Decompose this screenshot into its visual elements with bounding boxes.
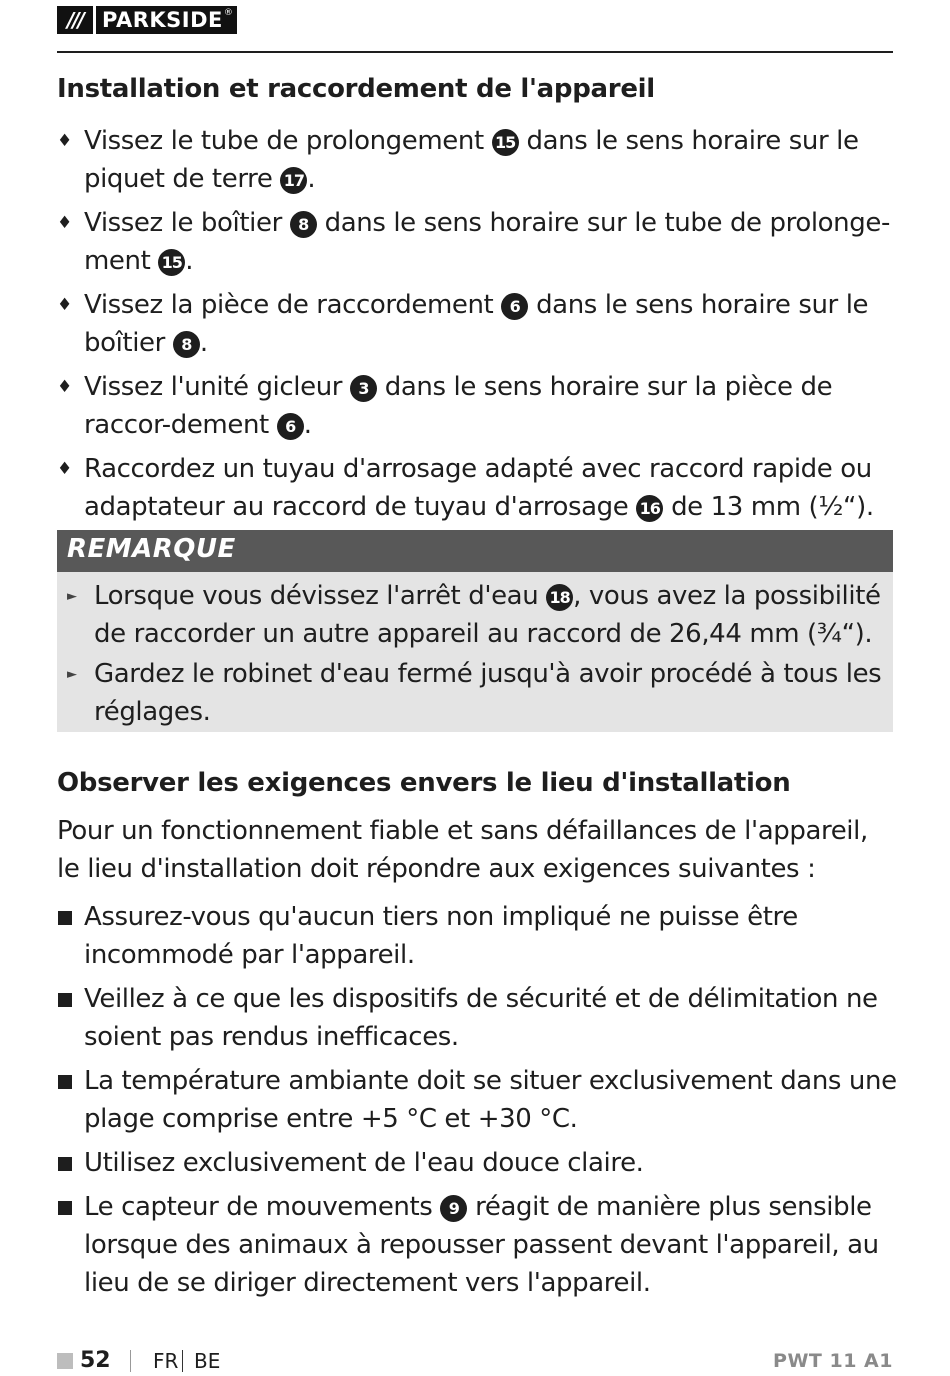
diamond-bullet-icon: ♦ <box>57 459 72 479</box>
item-text: . <box>303 410 312 440</box>
part-number-badge: 6 <box>277 413 304 440</box>
item-text: Raccordez un tuyau d'arrosage adapté avec raccord rapide ou adaptateur au raccord de tuyau d'arrosage <box>84 454 872 522</box>
triangle-bullet-icon: ► <box>67 667 77 682</box>
part-number-badge: 16 <box>636 495 663 522</box>
list-item <box>67 577 882 653</box>
diamond-bullet-icon: ♦ <box>57 377 72 397</box>
footer-square-icon <box>57 1353 73 1369</box>
footer-divider <box>182 1350 183 1372</box>
item-text: dans le sens horaire sur le boîtier <box>84 290 869 358</box>
square-bullet-icon <box>58 993 72 1007</box>
remark-header <box>57 530 893 572</box>
item-text: Vissez l'unité gicleur <box>84 372 350 402</box>
footer-language-fr: FR <box>153 1349 179 1373</box>
part-number-badge: 15 <box>492 129 519 156</box>
header-rule <box>57 51 893 53</box>
item-text: Vissez la pièce de raccordement <box>84 290 502 320</box>
item-text: Le capteur de mouvements <box>84 1192 441 1222</box>
list-item <box>57 980 897 1056</box>
part-number-badge: 8 <box>290 211 317 238</box>
diamond-bullet-icon: ♦ <box>57 131 72 151</box>
square-bullet-icon <box>58 1075 72 1089</box>
item-text: . <box>185 246 194 276</box>
list-item <box>57 122 897 198</box>
square-bullet-icon <box>58 911 72 925</box>
list-item <box>57 1144 897 1182</box>
diamond-bullet-icon: ♦ <box>57 213 72 233</box>
diamond-bullet-icon: ♦ <box>57 295 72 315</box>
remark-title: REMARQUE <box>67 534 236 564</box>
list-item <box>67 655 882 731</box>
list-item <box>57 1188 897 1302</box>
intro-paragraph: Pour un fonctionnement fiable et sans défaillances de l'appareil, le lieu d'installation doit répondre aux exigences suivantes : <box>57 816 868 884</box>
list-item <box>57 1062 897 1138</box>
page-number: 52 <box>80 1348 111 1373</box>
logo-slashes: /// <box>67 8 83 32</box>
square-bullet-icon <box>58 1201 72 1215</box>
item-text: de 13 mm (½“). <box>663 492 874 522</box>
footer-divider <box>130 1350 131 1372</box>
item-text: , vous avez la possibilité de raccorder un autre appareil au raccord de 26,44 mm (¾“). <box>94 581 881 649</box>
list-item <box>57 286 897 362</box>
part-number-badge: 9 <box>440 1195 467 1222</box>
part-number-badge: 15 <box>158 249 185 276</box>
logo-brand-name: PARKSIDE <box>102 8 223 32</box>
part-number-badge: 6 <box>501 293 528 320</box>
logo-registered-mark: ® <box>223 8 233 18</box>
item-text: réagit de manière plus sensible lorsque des animaux à repousser passent devant l'appareil, au lieu de se diriger directement vers l'appareil. <box>84 1192 879 1298</box>
part-number-badge: 17 <box>280 167 307 194</box>
item-text: dans le sens horaire sur le tube de prolonge-ment <box>84 208 890 276</box>
list-item <box>57 450 897 526</box>
remark-list <box>67 577 882 731</box>
item-text: La température ambiante doit se situer exclusivement dans une plage comprise entre +5 °C et +30 °C. <box>84 1066 897 1134</box>
item-text: Vissez le boîtier <box>84 208 290 238</box>
item-text: . <box>199 328 208 358</box>
item-text: Veillez à ce que les dispositifs de sécurité et de délimitation ne soient pas rendus inefficaces. <box>84 984 878 1052</box>
section-title-installation: Installation et raccordement de l'appareil <box>57 74 655 104</box>
item-text: . <box>307 164 316 194</box>
list-item <box>57 898 897 974</box>
section-title-location-requirements: Observer les exigences envers le lieu d'installation <box>57 768 791 798</box>
part-number-badge: 8 <box>173 331 200 358</box>
item-text: Gardez le robinet d'eau fermé jusqu'à avoir procédé à tous les réglages. <box>94 659 882 727</box>
item-text: Utilisez exclusivement de l'eau douce claire. <box>84 1148 644 1178</box>
item-text: Lorsque vous dévissez l'arrêt d'eau <box>94 581 547 611</box>
item-text: Vissez le tube de prolongement <box>84 126 492 156</box>
footer-language-be: BE <box>194 1349 221 1373</box>
remark-body <box>57 572 893 732</box>
item-text: dans le sens horaire sur le piquet de terre <box>84 126 859 194</box>
requirements-list <box>57 898 897 1302</box>
parkside-logo <box>57 6 237 34</box>
list-item <box>57 368 897 444</box>
item-text: dans le sens horaire sur la pièce de raccor-dement <box>84 372 833 440</box>
square-bullet-icon <box>58 1157 72 1171</box>
footer-model-number: PWT 11 A1 <box>773 1350 893 1372</box>
triangle-bullet-icon: ► <box>67 589 77 604</box>
item-text: Assurez-vous qu'aucun tiers non impliqué ne puisse être incommodé par l'appareil. <box>84 902 798 970</box>
list-item <box>57 204 897 280</box>
installation-steps-list <box>57 122 897 526</box>
part-number-badge: 18 <box>546 584 573 611</box>
part-number-badge: 3 <box>350 375 377 402</box>
